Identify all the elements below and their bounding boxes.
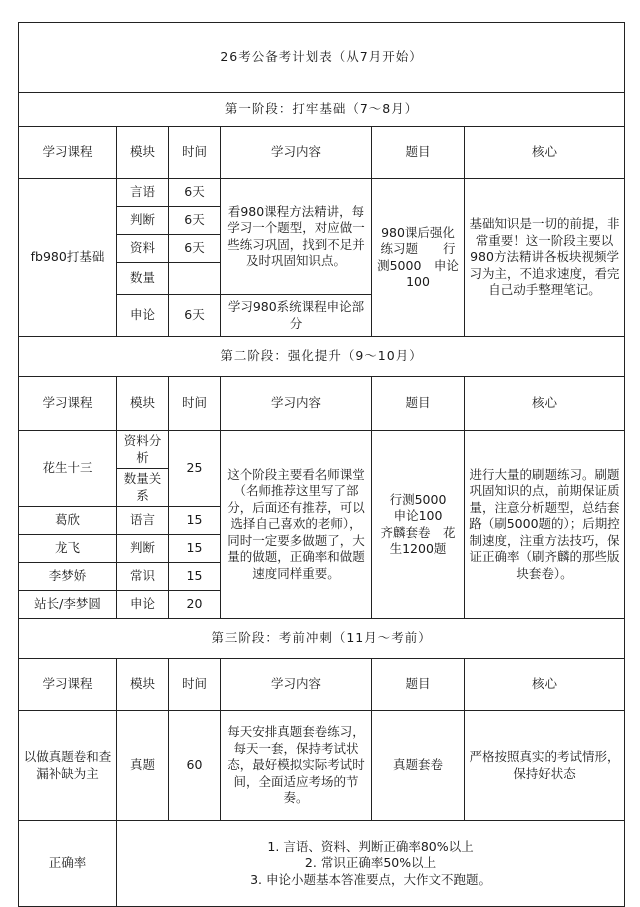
header-questions: 题目 — [372, 377, 465, 431]
header-course: 学习课程 — [19, 127, 117, 179]
course-cell: 李梦娇 — [19, 563, 117, 591]
module-cell: 数量 — [117, 263, 169, 295]
header-time: 时间 — [169, 377, 221, 431]
header-questions: 题目 — [372, 127, 465, 179]
course-cell: 龙飞 — [19, 535, 117, 563]
time-cell: 25 — [169, 431, 221, 507]
module-cell: 数量关系 — [117, 469, 169, 507]
table-row — [19, 711, 625, 821]
module-cell: 判断 — [117, 535, 169, 563]
accuracy-line: 3. 申论小题基本答准要点，大作文不跑题。 — [250, 871, 491, 887]
time-cell: 6天 — [169, 207, 221, 235]
accuracy-line: 2. 常识正确率50%以上 — [304, 855, 437, 871]
course-cell: 站长/李梦圆 — [19, 591, 117, 619]
time-cell: 60 — [169, 711, 221, 821]
stage2-header-row — [19, 377, 625, 431]
header-time: 时间 — [169, 659, 221, 711]
accuracy-line: 1. 言语、资料、判断正确率80%以上 — [267, 838, 474, 854]
header-core: 核心 — [465, 659, 625, 711]
time-cell: 15 — [169, 507, 221, 535]
accuracy-row — [19, 821, 625, 907]
stage1-shenlun-content: 学习980系统课程申论部分 — [221, 295, 372, 337]
header-module: 模块 — [117, 127, 169, 179]
accuracy-requirements — [117, 821, 625, 907]
module-cell: 真题 — [117, 711, 169, 821]
stage1-title: 第一阶段：打牢基础（7～8月） — [19, 93, 625, 127]
course-cell: 花生十三 — [19, 431, 117, 507]
module-cell: 申论 — [117, 295, 169, 337]
header-module: 模块 — [117, 659, 169, 711]
module-cell: 资料 — [117, 235, 169, 263]
stage3-header-row — [19, 659, 625, 711]
stage3-core: 严格按照真实的考试情形，保持好状态 — [465, 711, 625, 821]
header-time: 时间 — [169, 127, 221, 179]
stage2-core: 进行大量的刷题练习。刷题巩固知识的点，前期保证质量，注意分析题型，总结套路（刷5000题的）；后期控制速度，注重方法技巧，保证正确率（刷齐麟的那些版块套卷）。 — [465, 431, 625, 619]
module-cell: 资料分析 — [117, 431, 169, 469]
study-plan-table — [18, 22, 625, 907]
header-content: 学习内容 — [221, 377, 372, 431]
module-cell: 语言 — [117, 507, 169, 535]
time-cell: 15 — [169, 535, 221, 563]
time-cell: 6天 — [169, 235, 221, 263]
header-questions: 题目 — [372, 659, 465, 711]
stage1-questions: 980课后强化练习题 行测5000 申论100 — [372, 179, 465, 337]
module-cell: 申论 — [117, 591, 169, 619]
table-row — [19, 179, 625, 207]
time-cell — [169, 263, 221, 295]
module-cell: 言语 — [117, 179, 169, 207]
header-core: 核心 — [465, 127, 625, 179]
time-cell: 6天 — [169, 295, 221, 337]
stage3-content: 每天安排真题套卷练习，每天一套，保持考试状态，最好模拟实际考试时间，全面适应考场的节奏。 — [221, 711, 372, 821]
module-cell: 常识 — [117, 563, 169, 591]
time-cell: 15 — [169, 563, 221, 591]
stage1-content: 看980课程方法精讲，每学习一个题型，对应做一些练习巩固，找到不足并及时巩固知识点。 — [221, 179, 372, 295]
stage2-title: 第二阶段：强化提升（9～10月） — [19, 337, 625, 377]
page-title: 26考公备考计划表（从7月开始） — [19, 23, 625, 93]
stage2-content: 这个阶段主要看名师课堂（名师推荐这里写了部分，后面还有推荐，可以选择自己喜欢的老师），同时一定要多做题了，大量的做题，正确率和做题速度同样重要。 — [221, 431, 372, 619]
accuracy-label: 正确率 — [19, 821, 117, 907]
table-row — [19, 431, 625, 469]
header-content: 学习内容 — [221, 659, 372, 711]
header-module: 模块 — [117, 377, 169, 431]
time-cell: 6天 — [169, 179, 221, 207]
header-content: 学习内容 — [221, 127, 372, 179]
stage3-title: 第三阶段：考前冲刺（11月～考前） — [19, 619, 625, 659]
stage1-course: fb980打基础 — [19, 179, 117, 337]
module-cell: 判断 — [117, 207, 169, 235]
stage3-questions: 真题套卷 — [372, 711, 465, 821]
stage1-core: 基础知识是一切的前提，非常重要！这一阶段主要以980方法精讲各板块视频学习为主，不追求速度，看完自己动手整理笔记。 — [465, 179, 625, 337]
header-core: 核心 — [465, 377, 625, 431]
stage3-course: 以做真题卷和查漏补缺为主 — [19, 711, 117, 821]
time-cell: 20 — [169, 591, 221, 619]
stage1-header-row — [19, 127, 625, 179]
course-cell: 葛欣 — [19, 507, 117, 535]
header-course: 学习课程 — [19, 377, 117, 431]
header-course: 学习课程 — [19, 659, 117, 711]
stage2-questions: 行测5000 申论100 齐麟套卷 花生1200题 — [372, 431, 465, 619]
